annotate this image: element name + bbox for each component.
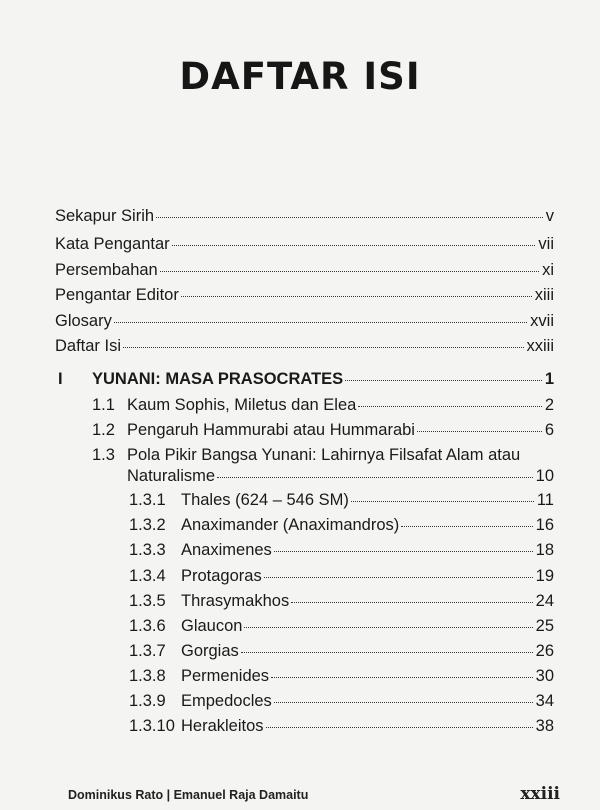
footer-authors: Dominikus Rato | Emanuel Raja Damaitu xyxy=(68,788,309,802)
subsection-number: 1.3.3 xyxy=(129,541,166,559)
toc-entry-sekapur-sirih[interactable] xyxy=(55,206,554,226)
subsection-label: Gorgias xyxy=(181,642,239,660)
toc-entry-label: Sekapur Sirih xyxy=(55,207,155,225)
dot-leader xyxy=(114,322,527,323)
toc-subsection-1-3-2[interactable] xyxy=(129,515,554,535)
subsection-number: 1.3.7 xyxy=(129,642,166,660)
section-page: 2 xyxy=(544,396,554,414)
subsection-label: Anaximenes xyxy=(181,541,272,559)
toc-subsection-1-3-1[interactable] xyxy=(129,490,554,510)
subsection-number: 1.3.2 xyxy=(129,516,166,534)
subsection-label: Anaximander (Anaximandros) xyxy=(181,516,400,534)
subsection-number: 1.3.4 xyxy=(129,567,166,585)
subsection-number: 1.3.10 xyxy=(129,717,175,735)
subsection-label: Empedocles xyxy=(181,692,272,710)
subsection-label: Glaucon xyxy=(181,617,243,635)
dot-leader xyxy=(358,406,542,407)
section-label: Pengaruh Hammurabi atau Hummarabi xyxy=(127,421,415,439)
subsection-page: 25 xyxy=(535,617,554,635)
subsection-page: 16 xyxy=(535,516,554,534)
toc-entry-page: xxiii xyxy=(526,337,554,355)
section-page: 10 xyxy=(535,467,554,485)
subsection-label: Permenides xyxy=(181,667,270,685)
toc-entry-label: Kata Pengantar xyxy=(55,235,170,253)
toc-entry-glosary[interactable] xyxy=(55,311,554,331)
dot-leader xyxy=(244,627,532,628)
page-title: DAFTAR ISI xyxy=(179,55,421,98)
toc-subsection-1-3-6[interactable] xyxy=(129,616,554,636)
toc-entry-label: Glosary xyxy=(55,312,112,330)
dot-leader xyxy=(291,602,532,603)
subsection-page: 34 xyxy=(535,692,554,710)
toc-entry-page: vii xyxy=(538,235,554,253)
subsection-number: 1.3.1 xyxy=(129,491,166,509)
subsection-number: 1.3.5 xyxy=(129,592,166,610)
subsection-label: Thales (624 – 546 SM) xyxy=(181,491,349,509)
dot-leader xyxy=(401,526,532,527)
toc-subsection-1-3-9[interactable] xyxy=(129,691,554,711)
dot-leader xyxy=(274,702,533,703)
toc-section-1-2[interactable] xyxy=(92,420,554,440)
section-label: Pola Pikir Bangsa Yunani: Lahirnya Filsafat Alam atau xyxy=(127,446,521,464)
toc-entry-pengantar-editor[interactable] xyxy=(55,285,554,305)
section-label-continuation: Naturalisme xyxy=(127,467,216,485)
subsection-number: 1.3.6 xyxy=(129,617,166,635)
dot-leader xyxy=(181,296,532,297)
toc-subsection-1-3-4[interactable] xyxy=(129,566,554,586)
subsection-label: Thrasymakhos xyxy=(181,592,290,610)
toc-section-1-3-continuation[interactable] xyxy=(127,466,554,486)
section-label: Kaum Sophis, Miletus dan Elea xyxy=(127,396,357,414)
subsection-label: Protagoras xyxy=(181,567,262,585)
toc-entry-persembahan[interactable] xyxy=(55,260,554,280)
toc-subsection-1-3-8[interactable] xyxy=(129,666,554,686)
toc-subsection-1-3-5[interactable] xyxy=(129,591,554,611)
toc-section-1-1[interactable] xyxy=(92,395,554,415)
toc-entry-page: xi xyxy=(542,261,554,279)
subsection-label: Herakleitos xyxy=(181,717,264,735)
dot-leader xyxy=(351,501,534,502)
toc-section-1-3[interactable] xyxy=(92,445,554,465)
dot-leader xyxy=(264,577,533,578)
toc-entry-page: xiii xyxy=(534,286,554,304)
toc-entry-label: Daftar Isi xyxy=(55,337,122,355)
section-page: 6 xyxy=(544,421,554,439)
dot-leader xyxy=(266,727,533,728)
subsection-page: 24 xyxy=(535,592,554,610)
toc-entry-kata-pengantar[interactable] xyxy=(55,234,554,254)
section-number: 1.3 xyxy=(92,446,115,464)
dot-leader xyxy=(345,380,542,381)
toc-entry-page: xvii xyxy=(530,312,554,330)
dot-leader xyxy=(274,551,533,552)
dot-leader xyxy=(217,477,533,478)
toc-entry-daftar-isi[interactable] xyxy=(55,336,554,356)
section-number: 1.2 xyxy=(92,421,115,439)
footer-page-number: xxiii xyxy=(520,784,560,804)
dot-leader xyxy=(271,677,533,678)
subsection-page: 30 xyxy=(535,667,554,685)
dot-leader xyxy=(172,245,536,246)
toc-entry-label: Pengantar Editor xyxy=(55,286,179,304)
subsection-page: 19 xyxy=(535,567,554,585)
subsection-number: 1.3.8 xyxy=(129,667,166,685)
toc-subsection-1-3-10[interactable] xyxy=(129,716,554,736)
subsection-page: 26 xyxy=(535,642,554,660)
dot-leader xyxy=(160,271,539,272)
subsection-page: 18 xyxy=(535,541,554,559)
dot-leader xyxy=(417,431,542,432)
chapter-label: YUNANI: MASA PRASOCRATES xyxy=(92,370,344,388)
chapter-number: I xyxy=(58,370,63,388)
subsection-page: 38 xyxy=(535,717,554,735)
subsection-number: 1.3.9 xyxy=(129,692,166,710)
dot-leader xyxy=(123,347,523,348)
chapter-page: 1 xyxy=(544,370,554,388)
dot-leader xyxy=(156,217,543,218)
toc-entry-page: v xyxy=(545,207,554,225)
toc-subsection-1-3-3[interactable] xyxy=(129,540,554,560)
section-number: 1.1 xyxy=(92,396,115,414)
toc-chapter-1[interactable] xyxy=(58,369,554,389)
subsection-page: 11 xyxy=(536,491,554,509)
toc-entry-label: Persembahan xyxy=(55,261,158,279)
dot-leader xyxy=(241,652,533,653)
toc-subsection-1-3-7[interactable] xyxy=(129,641,554,661)
